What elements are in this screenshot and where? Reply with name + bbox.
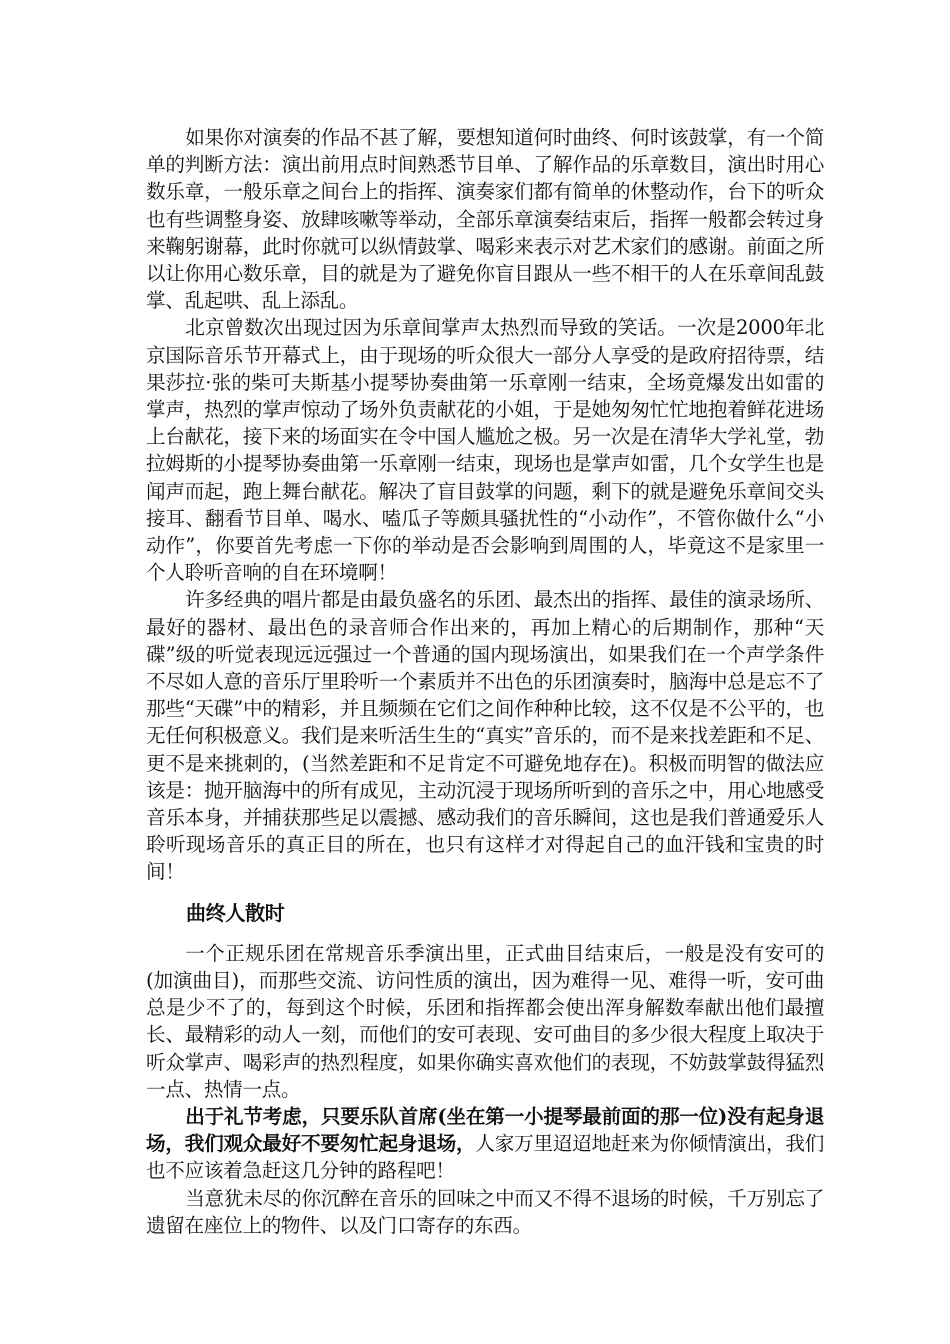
paragraph-belongings: 当意犹未尽的你沉醉在音乐的回味之中而又不得不退场的时候，千万别忘了遗留在座位上的物件、以及门口寄存的东西。 [146,1186,824,1237]
etiquette-normal-text: 人家万里迢迢地赶来为你倾情演出，我们也不应该着急赶这几分钟的路程吧！ [146,1132,824,1183]
etiquette-bold-text: 出于礼节考虑，只要乐队首席(坐在第一小提琴最前面的那一位)没有起身退场，我们观众最好不要匆忙起身退场， [146,1104,824,1156]
paragraph-encore: 一个正规乐团在常规音乐季演出里，正式曲目结束后，一般是没有安可的(加演曲目)，而那些交流、访问性质的演出，因为难得一见、难得一听，安可曲总是少不了的，每到这个时候，乐团和指挥都会使出浑身解数奉献出他们最擅长、最精彩的动人一刻，而他们的安可表现、安可曲目的多少很大程度上取决于听众掌声、喝彩声的热烈程度，如果你确实喜欢他们的表现，不妨鼓掌鼓得猛烈一点、热情一点。 [146,941,824,1101]
paragraph-applause-timing: 如果你对演奏的作品不甚了解，要想知道何时曲终、何时该鼓掌，有一个简单的判断方法：演出前用点时间熟悉节目单、了解作品的乐章数目，演出时用心数乐章，一般乐章之间台上的指挥、演奏家们都有简单的休整动作，台下的听众也有些调整身姿、放肆咳嗽等举动，全部乐章演奏结束后，指挥一般都会转过身来鞠躬谢幕，此时你就可以纵情鼓掌、喝彩来表示对艺术家们的感谢。前面之所以让你用心数乐章，目的就是为了避免你盲目跟从一些不相干的人在乐章间乱鼓掌、乱起哄、乱上添乱。 [146,126,824,313]
paragraph-beijing-anecdotes: 北京曾数次出现过因为乐章间掌声太热烈而导致的笑话。一次是2000年北京国际音乐节开幕式上，由于现场的听众很大一部分人享受的是政府招待票，结果莎拉·张的柴可夫斯基小提琴协奏曲第一乐章刚一结束，全场竟爆发出如雷的掌声，热烈的掌声惊动了场外负责献花的小姐，于是她匆匆忙忙地抱着鲜花进场上台献花，接下来的场面实在令中国人尴尬之极。另一次是在清华大学礼堂，勃拉姆斯的小提琴协奏曲第一乐章刚一结束，现场也是掌声如雷，几个女学生也是闻声而起，跑上舞台献花。解决了盲目鼓掌的问题，剩下的就是避免乐章间交头接耳、翻看节目单、喝水、嗑瓜子等颇具骚扰性的“小动作”，不管你做什么“小动作”，你要首先考虑一下你的举动是否会影响到周围的人，毕竟这不是家里一个人聆听音响的自在环境啊！ [146,316,824,585]
section-heading: 曲终人散时 [186,900,285,925]
paragraph-recordings-vs-live: 许多经典的唱片都是由最负盛名的乐团、最杰出的指挥、最佳的演录场所、最好的器材、最出色的录音师合作出来的，再加上精心的后期制作，那种“天碟”级的听觉表现远远强过一个普通的国内现场演出，如果我们在一个声学条件不尽如人意的音乐厅里聆听一个素质并不出色的乐团演奏时，脑海中总是忘不了那些“天碟”中的精彩，并且频频在它们之间作种种比较，这不仅是不公平的，也无任何积极意义。我们是来听活生生的“真实”音乐的，而不是来找差距和不足、更不是来挑刺的，(当然差距和不足肯定不可避免地存在)。积极而明智的做法应该是：抛开脑海中的所有成见，主动沉浸于现场所听到的音乐之中，用心地感受音乐本身，并捕获那些足以震撼、感动我们的音乐瞬间，这也是我们普通爱乐人聆听现场音乐的真正目的所在，也只有这样才对得起自己的血汗钱和宝贵的时间！ [146,588,824,884]
document-page [146,124,824,1239]
paragraph-etiquette [146,1103,824,1185]
